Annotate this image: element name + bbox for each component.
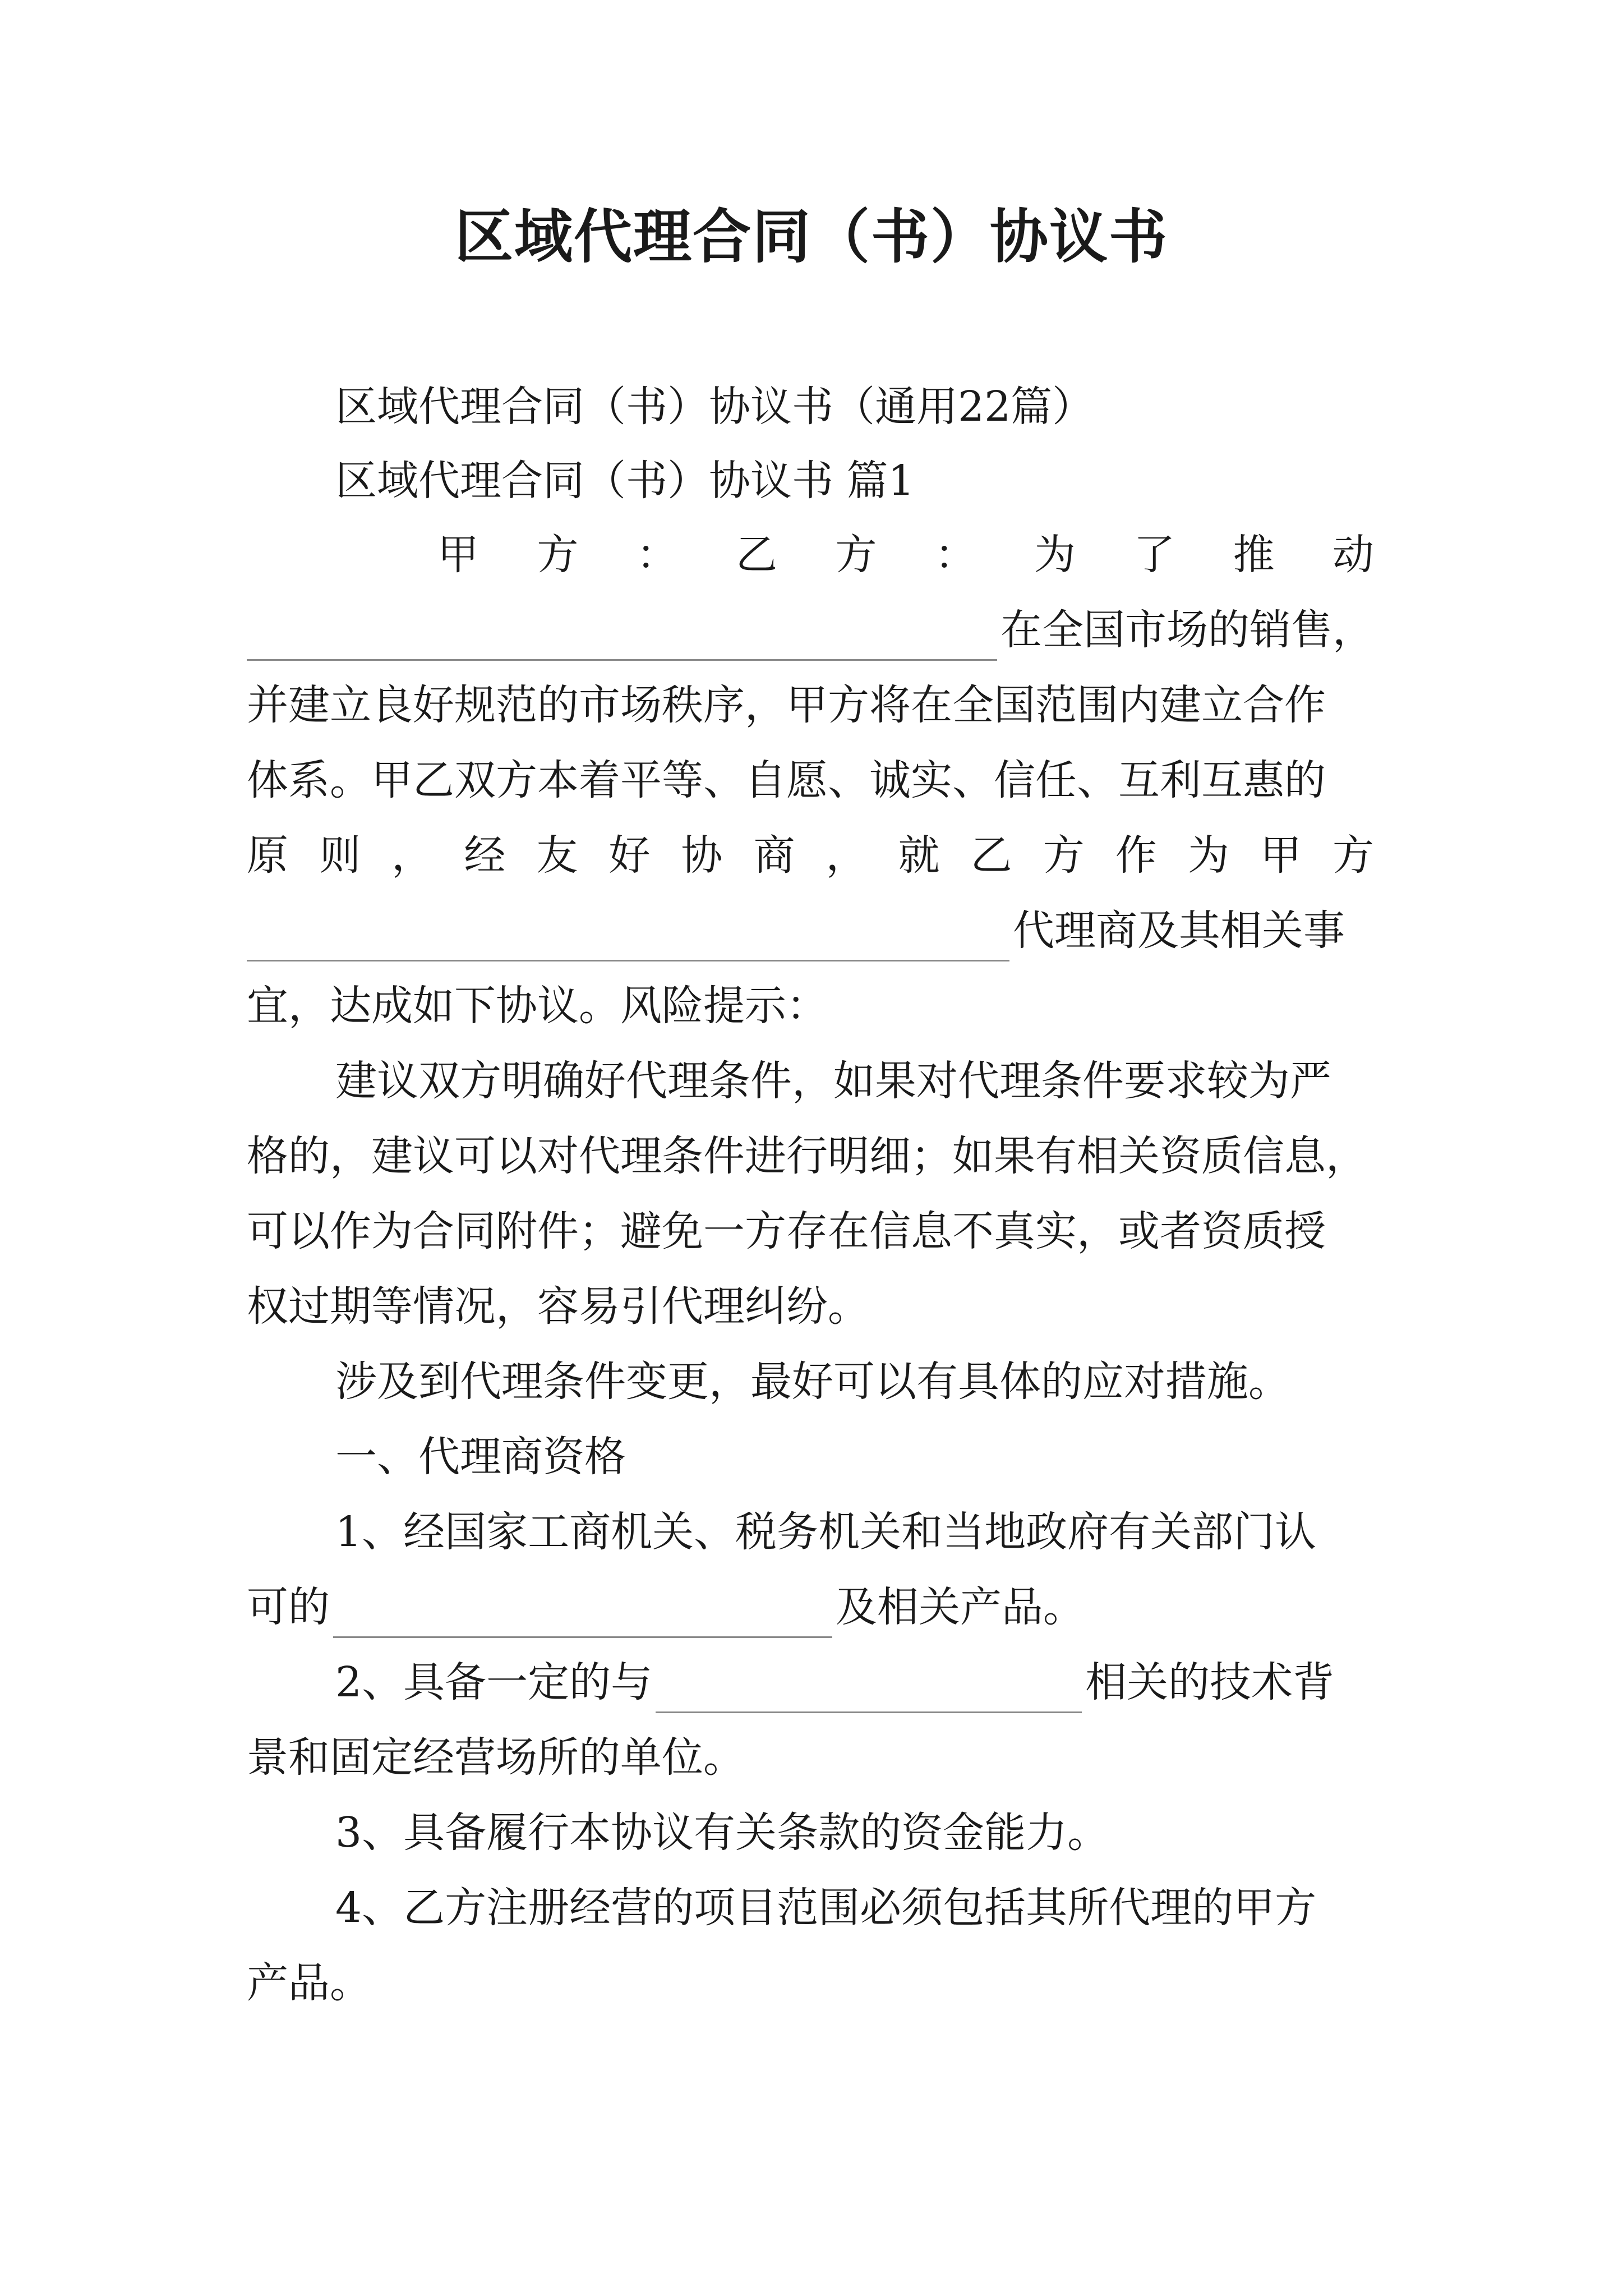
text-char: 就 — [898, 831, 940, 880]
risk-paragraph-line: 权过期等情况，容易引代理纠纷。 — [247, 1282, 869, 1331]
risk-paragraph-line: 涉及到代理条件变更，最好可以有具体的应对措施。 — [335, 1358, 1290, 1406]
text-char: 经 — [464, 831, 506, 880]
blank-fill-line — [247, 614, 997, 661]
clause-1-line: 1、经国家工商机关、税务机关和当地政府有关部门认 — [335, 1508, 1317, 1556]
blank-fill-line — [333, 1591, 832, 1638]
text-char: 原 — [247, 831, 288, 880]
clause-2-line: 景和固定经营场所的单位。 — [247, 1733, 745, 1782]
text-char: 则 — [319, 831, 361, 880]
preamble-row-principle — [247, 825, 1374, 886]
text-char: 友 — [536, 831, 578, 880]
preamble-row-agent — [247, 900, 1374, 961]
text-char: 好 — [608, 831, 651, 880]
text-char: 方 — [1332, 831, 1374, 880]
text-char: 乙 — [970, 831, 1012, 880]
clause-4-line: 产品。 — [247, 1959, 371, 2007]
text-segment: 在全国市场的销售， — [1000, 606, 1374, 654]
clause-2-line — [335, 1651, 1374, 1713]
text-char: 为 — [1034, 531, 1076, 579]
clause-3-line: 3、具备履行本协议有关条款的资金能力。 — [335, 1809, 1109, 1857]
text-char: 动 — [1332, 531, 1374, 579]
text-char: 为 — [1187, 831, 1229, 880]
preamble-row-parties — [437, 524, 1374, 586]
text-char: 乙 — [735, 531, 777, 579]
text-char: 推 — [1233, 531, 1275, 579]
text-char: 甲 — [1260, 831, 1302, 880]
chapter-heading: 区域代理合同（书）协议书 篇1 — [335, 457, 915, 505]
clause-4-line: 4、乙方注册经营的项目范围必须包括其所代理的甲方 — [335, 1884, 1317, 1932]
document-title: 区域代理合同（书）协议书 — [454, 203, 1168, 271]
risk-paragraph-line: 可以作为合同附件；避免一方存在信息不真实，或者资质授 — [247, 1207, 1326, 1255]
text-char: 作 — [1115, 831, 1157, 880]
text-char: ， — [391, 831, 434, 880]
text-char: 了 — [1133, 531, 1175, 579]
risk-paragraph-line: 建议双方明确好代理条件，如果对代理条件要求较为严 — [335, 1057, 1331, 1105]
blank-fill-line — [656, 1667, 1082, 1713]
text-char: 方 — [537, 531, 579, 579]
section-heading: 一、代理商资格 — [335, 1433, 626, 1481]
text-segment: 相关的技术背 — [1085, 1658, 1335, 1706]
text-char: 商 — [753, 831, 795, 880]
preamble-row-market — [247, 599, 1374, 661]
preamble-row: 宜，达成如下协议。风险提示： — [247, 982, 828, 1030]
text-char: ： — [636, 531, 678, 579]
preamble-row: 体系。甲乙双方本着平等、自愿、诚实、信任、互利互惠的 — [247, 756, 1326, 804]
text-segment: 代理商及其相关事 — [1013, 907, 1345, 955]
text-char: 协 — [681, 831, 723, 880]
text-segment: 及相关产品。 — [836, 1583, 1085, 1631]
preamble-row: 并建立良好规范的市场秩序，甲方将在全国范围内建立合作 — [247, 681, 1326, 729]
clause-1-line — [247, 1576, 1374, 1638]
text-char: ： — [934, 531, 976, 579]
text-char: 方 — [835, 531, 877, 579]
text-segment: 2、具备一定的与 — [335, 1658, 653, 1706]
blank-fill-line — [247, 915, 1009, 961]
document-subtitle: 区域代理合同（书）协议书（通用22篇） — [335, 383, 1094, 431]
text-char: 甲 — [437, 531, 479, 579]
text-char: ， — [826, 831, 868, 880]
text-segment: 可的 — [247, 1583, 330, 1631]
text-char: 方 — [1043, 831, 1085, 880]
risk-paragraph-line: 格的，建议可以对代理条件进行明细；如果有相关资质信息， — [247, 1132, 1367, 1180]
